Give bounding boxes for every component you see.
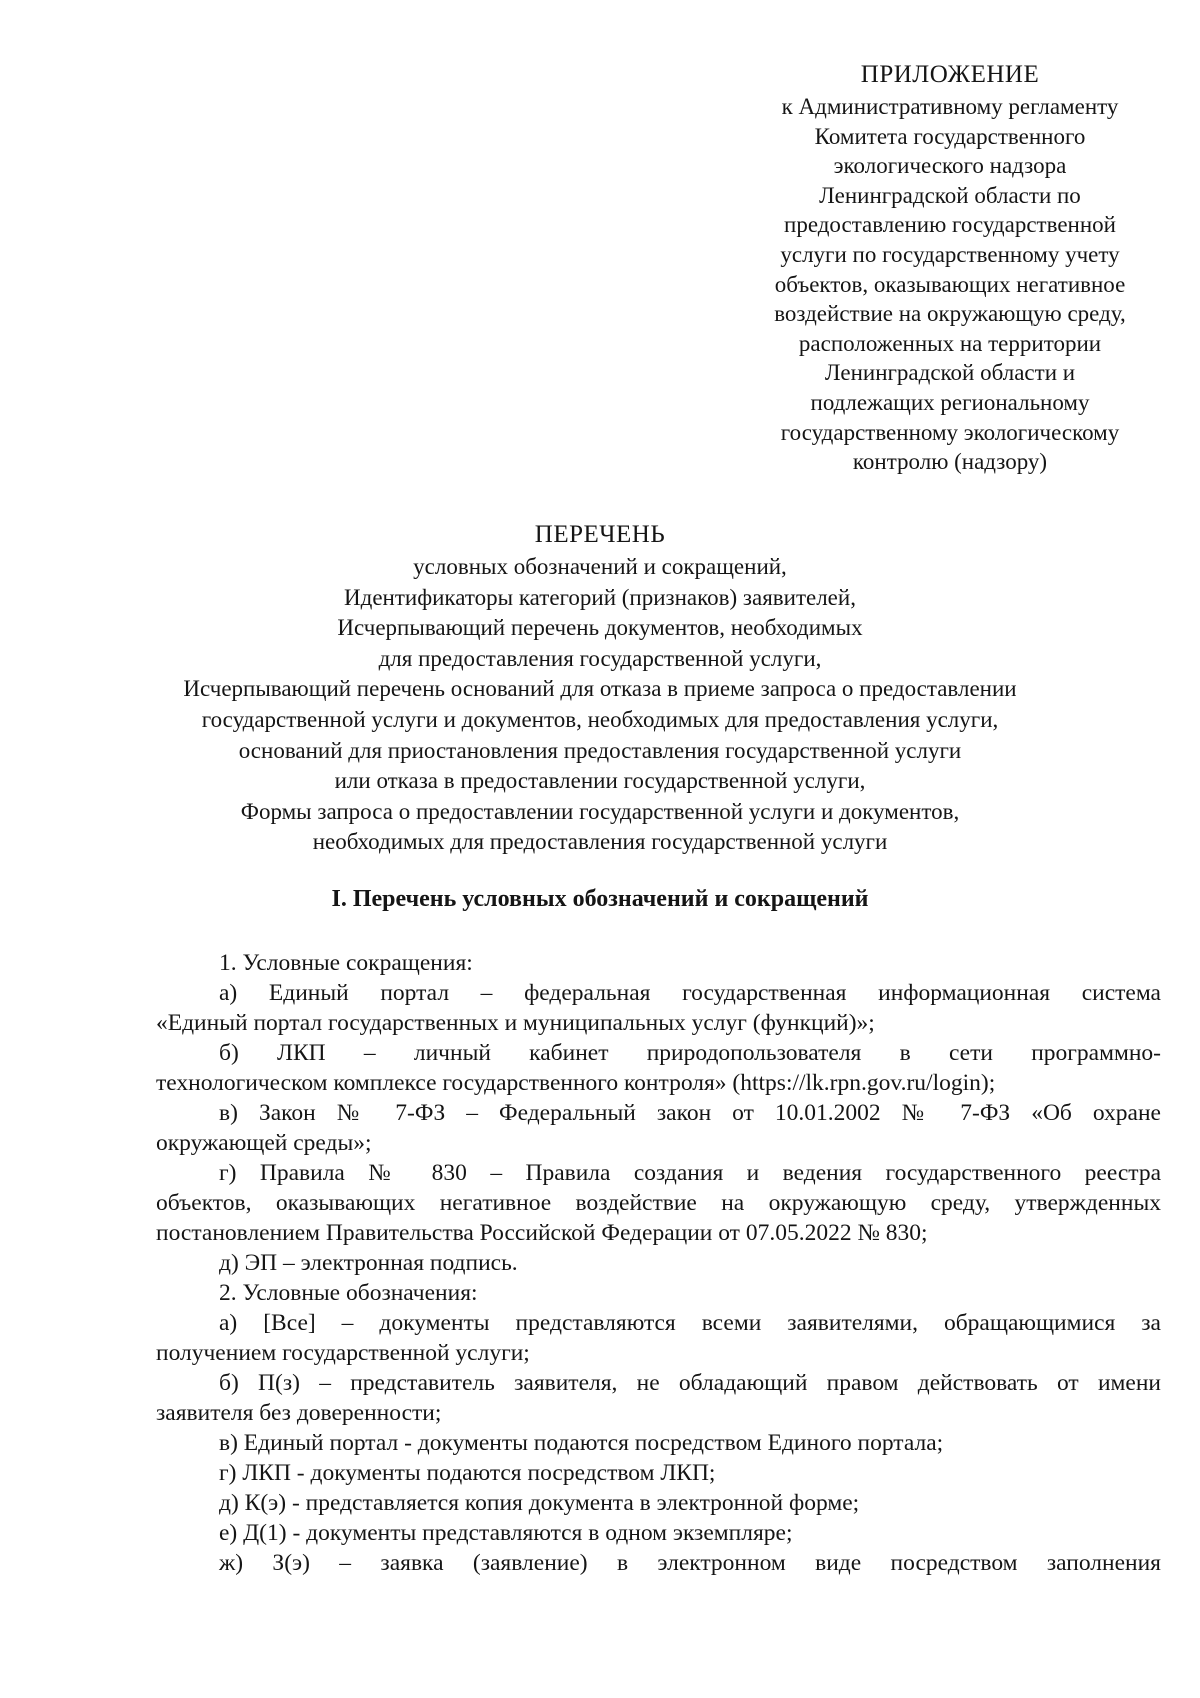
title-line: условных обозначений и сокращений, bbox=[413, 554, 787, 579]
item-b1-line: технологическом комплексе государственного контроля» (https://lk.rpn.gov.ru/login); bbox=[156, 1070, 996, 1096]
appendix-line: предоставлению государственной bbox=[784, 212, 1116, 238]
item-b1-line: б) ЛКП – личный кабинет природопользователя в сети программно- bbox=[219, 1040, 1161, 1066]
title-line: Формы запроса о предоставлении государственной услуги и документов, bbox=[240, 798, 960, 824]
appendix-line: воздействие на окружающую среду, bbox=[774, 301, 1126, 327]
title-line: Исчерпывающий перечень оснований для отказа в приеме запроса о предоставлении bbox=[183, 676, 1017, 702]
appendix-heading: ПРИЛОЖЕНИЕ bbox=[860, 61, 1040, 88]
item-v2: в) Единый портал - документы подаются посредством Единого портала; bbox=[219, 1430, 944, 1456]
section-heading: I. Перечень условных обозначений и сокращений bbox=[331, 886, 869, 912]
item-zh2-line: ж) З(э) – заявка (заявление) в электронном виде посредством заполнения bbox=[219, 1550, 1161, 1576]
item-a1-line: а) Единый портал – федеральная государственная информационная система bbox=[219, 980, 1161, 1006]
item-b2-line: б) П(з) – представитель заявителя, не обладающий правом действовать от имени bbox=[219, 1370, 1161, 1396]
appendix-line: экологического надзора bbox=[833, 153, 1067, 179]
title-line: оснований для приостановления предоставления государственной услуги bbox=[238, 737, 962, 763]
item-v1-line: в) Закон № 7-ФЗ – Федеральный закон от 10.01.2002 № 7-ФЗ «Об охране bbox=[219, 1100, 1161, 1126]
item-d2: д) К(э) - представляется копия документа в электронной форме; bbox=[219, 1490, 860, 1516]
item-g1-line: г) Правила № 830 – Правила создания и ведения государственного реестра bbox=[219, 1160, 1161, 1186]
title-line: государственной услуги и документов, необходимых для предоставления услуги, bbox=[201, 706, 999, 732]
document-title-block bbox=[100, 518, 1100, 858]
item-e2: е) Д(1) - документы представляются в одном экземпляре; bbox=[219, 1520, 793, 1546]
appendix-line: к Административному регламенту bbox=[781, 94, 1119, 119]
title-line: для предоставления государственной услуги, bbox=[378, 645, 822, 671]
item-a1-line: «Единый портал государственных и муниципальных услуг (функций)»; bbox=[156, 1010, 875, 1036]
appendix-line: Ленинградской области по bbox=[819, 182, 1081, 208]
appendix-block bbox=[760, 58, 1140, 477]
paragraph-designations: 2. Условные обозначения: bbox=[219, 1280, 478, 1306]
item-g2: г) ЛКП - документы подаются посредством ЛКП; bbox=[219, 1460, 716, 1486]
item-a2-line: а) [Все] – документы представляются всеми заявителями, обращающимися за bbox=[219, 1310, 1161, 1336]
item-a2-line: получением государственной услуги; bbox=[156, 1340, 530, 1366]
appendix-line: Комитета государственного bbox=[814, 123, 1086, 149]
title-line: Исчерпывающий перечень документов, необходимых bbox=[337, 615, 863, 641]
document-title: ПЕРЕЧЕНЬ bbox=[534, 521, 666, 548]
title-line: Идентификаторы категорий (признаков) заявителей, bbox=[344, 584, 856, 610]
appendix-line: услуги по государственному учету bbox=[780, 241, 1120, 267]
paragraph-abbreviations: 1. Условные сокращения: bbox=[219, 950, 473, 976]
appendix-line: объектов, оказывающих негативное bbox=[774, 271, 1126, 297]
item-d1: д) ЭП – электронная подпись. bbox=[219, 1250, 518, 1276]
appendix-line: контролю (надзору) bbox=[852, 449, 1048, 475]
appendix-line: расположенных на территории bbox=[798, 330, 1102, 356]
item-v1-line: окружающей среды»; bbox=[156, 1130, 372, 1156]
appendix-line: Ленинградской области и bbox=[824, 360, 1076, 386]
title-line: или отказа в предоставлении государственной услуги, bbox=[334, 768, 866, 794]
body-text bbox=[156, 948, 1161, 1578]
item-b2-line: заявителя без доверенности; bbox=[156, 1400, 442, 1426]
item-g1-line: постановлением Правительства Российской Федерации от 07.05.2022 № 830; bbox=[156, 1220, 928, 1246]
title-line: необходимых для предоставления государственной услуги bbox=[312, 829, 888, 855]
appendix-line: государственному экологическому bbox=[780, 419, 1120, 445]
appendix-line: подлежащих региональному bbox=[810, 389, 1090, 415]
item-g1-line: объектов, оказывающих негативное воздействие на окружающую среду, утвержденных bbox=[156, 1190, 1161, 1216]
